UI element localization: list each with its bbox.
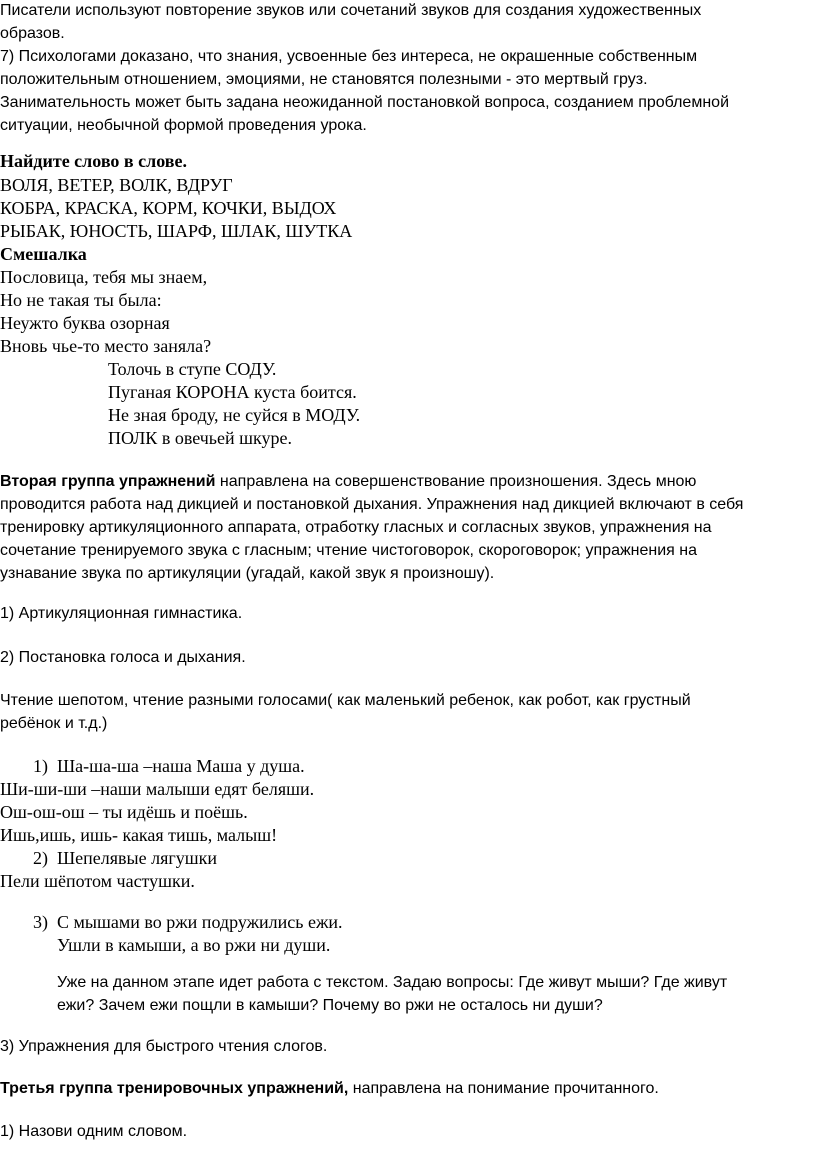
mix-proverb-3: Не зная броду, не суйся в МОДУ. <box>108 405 361 425</box>
group3-heading: Третья группа тренировочных упражнений, <box>0 1080 349 1097</box>
mix-poem-line1: Пословица, тебя мы знаем, <box>0 267 208 287</box>
group2-line1: Вторая группа упражнений направлена на совершенствование произношения. Здесь мною <box>0 473 697 490</box>
intro-p1-line2: образов. <box>0 25 65 42</box>
word-game-row3: РЫБАК, ЮНОСТЬ, ШАРФ, ШЛАК, ШУТКА <box>0 221 353 241</box>
tongue-twister-1-number: 1) <box>33 756 48 776</box>
mix-heading: Смешалка <box>0 244 87 264</box>
tongue-twister-1: Ша-ша-ша –наша Маша у душа. <box>57 756 305 776</box>
mix-poem-line3: Неужто буква озорная <box>0 313 170 333</box>
intro-p2-line2: положительным отношением, эмоциями, не становятся полезными - это мертвый груз. <box>0 71 648 88</box>
word-game-row1: ВОЛЯ, ВЕТЕР, ВОЛК, ВДРУГ <box>0 175 233 195</box>
group2-line2: проводится работа над дикцией и постановкой дыхания. Упражнения над дикцией включают в себя <box>0 496 744 513</box>
word-game-heading: Найдите слово в слове. <box>0 151 187 171</box>
group3-item1: 1) Назови одним словом. <box>0 1123 188 1140</box>
group2-item2: 2) Постановка голоса и дыхания. <box>0 649 246 666</box>
intro-p2-line3: Занимательность может быть задана неожиданной постановкой вопроса, созданием проблемной <box>0 94 729 111</box>
mix-proverb-2: Пуганая КОРОНА куста боится. <box>108 382 357 402</box>
tongue-twister-3: С мышами во ржи подружились ежи. <box>57 912 343 932</box>
tongue-twister-2: Шепелявые лягушки <box>57 848 217 868</box>
tongue-twister-3-number: 3) <box>33 912 48 932</box>
word-game-row2: КОБРА, КРАСКА, КОРМ, КОЧКИ, ВЫДОХ <box>0 198 337 218</box>
questions-line2: ежи? Зачем ежи пощли в камыши? Почему во ржи не осталось ни души? <box>57 997 603 1014</box>
whisper-line2: ребёнок и т.д.) <box>0 715 108 732</box>
group3-line: Третья группа тренировочных упражнений, направлена на понимание прочитанного. <box>0 1080 659 1097</box>
tongue-twister-2-number: 2) <box>33 848 48 868</box>
mix-proverb-4: ПОЛК в овечьей шкуре. <box>108 428 292 448</box>
group2-heading: Вторая группа упражнений <box>0 473 216 490</box>
group2-item1: 1) Артикуляционная гимнастика. <box>0 605 243 622</box>
mix-poem-line2: Но не такая ты была: <box>0 290 162 310</box>
group2-item3: 3) Упражнения для быстрого чтения слогов. <box>0 1038 328 1055</box>
intro-p2-line1: 7) Психологами доказано, что знания, усвоенные без интереса, не окрашенные собственным <box>0 48 698 65</box>
questions-line1: Уже на данном этапе идет работа с текстом. Задаю вопросы: Где живут мыши? Где живут <box>57 974 728 991</box>
tongue-twister-3-line2: Ушли в камыши, а во ржи ни души. <box>57 935 331 955</box>
group2-line3: тренировку артикуляционного аппарата, отработку гласных и согласных звуков, упражнения на <box>0 519 712 536</box>
tongue-twister-line2: Ши-ши-ши –наши малыши едят беляши. <box>0 779 315 799</box>
whisper-line1: Чтение шепотом, чтение разными голосами( как маленький ребенок, как робот, как грустный <box>0 692 691 709</box>
tongue-twister-2-cont: Пели шёпотом частушки. <box>0 871 195 891</box>
intro-p1-line1: Писатели используют повторение звуков или сочетаний звуков для создания художественных <box>0 2 702 19</box>
intro-p2-line4: ситуации, необычной формой проведения урока. <box>0 117 367 134</box>
group2-line4: сочетание тренируемого звука с гласным; чтение чистоговорок, скороговорок; упражнения на <box>0 542 698 559</box>
mix-poem-line4: Вновь чье-то место заняла? <box>0 336 212 356</box>
group2-line5: узнавание звука по артикуляции (угадай, какой звук я произношу). <box>0 565 495 582</box>
tongue-twister-line4: Ишь,ишь, ишь- какая тишь, малыш! <box>0 825 278 845</box>
mix-proverb-1: Толочь в ступе СОДУ. <box>108 359 277 379</box>
tongue-twister-line3: Ош-ош-ош – ты идёшь и поёшь. <box>0 802 248 822</box>
